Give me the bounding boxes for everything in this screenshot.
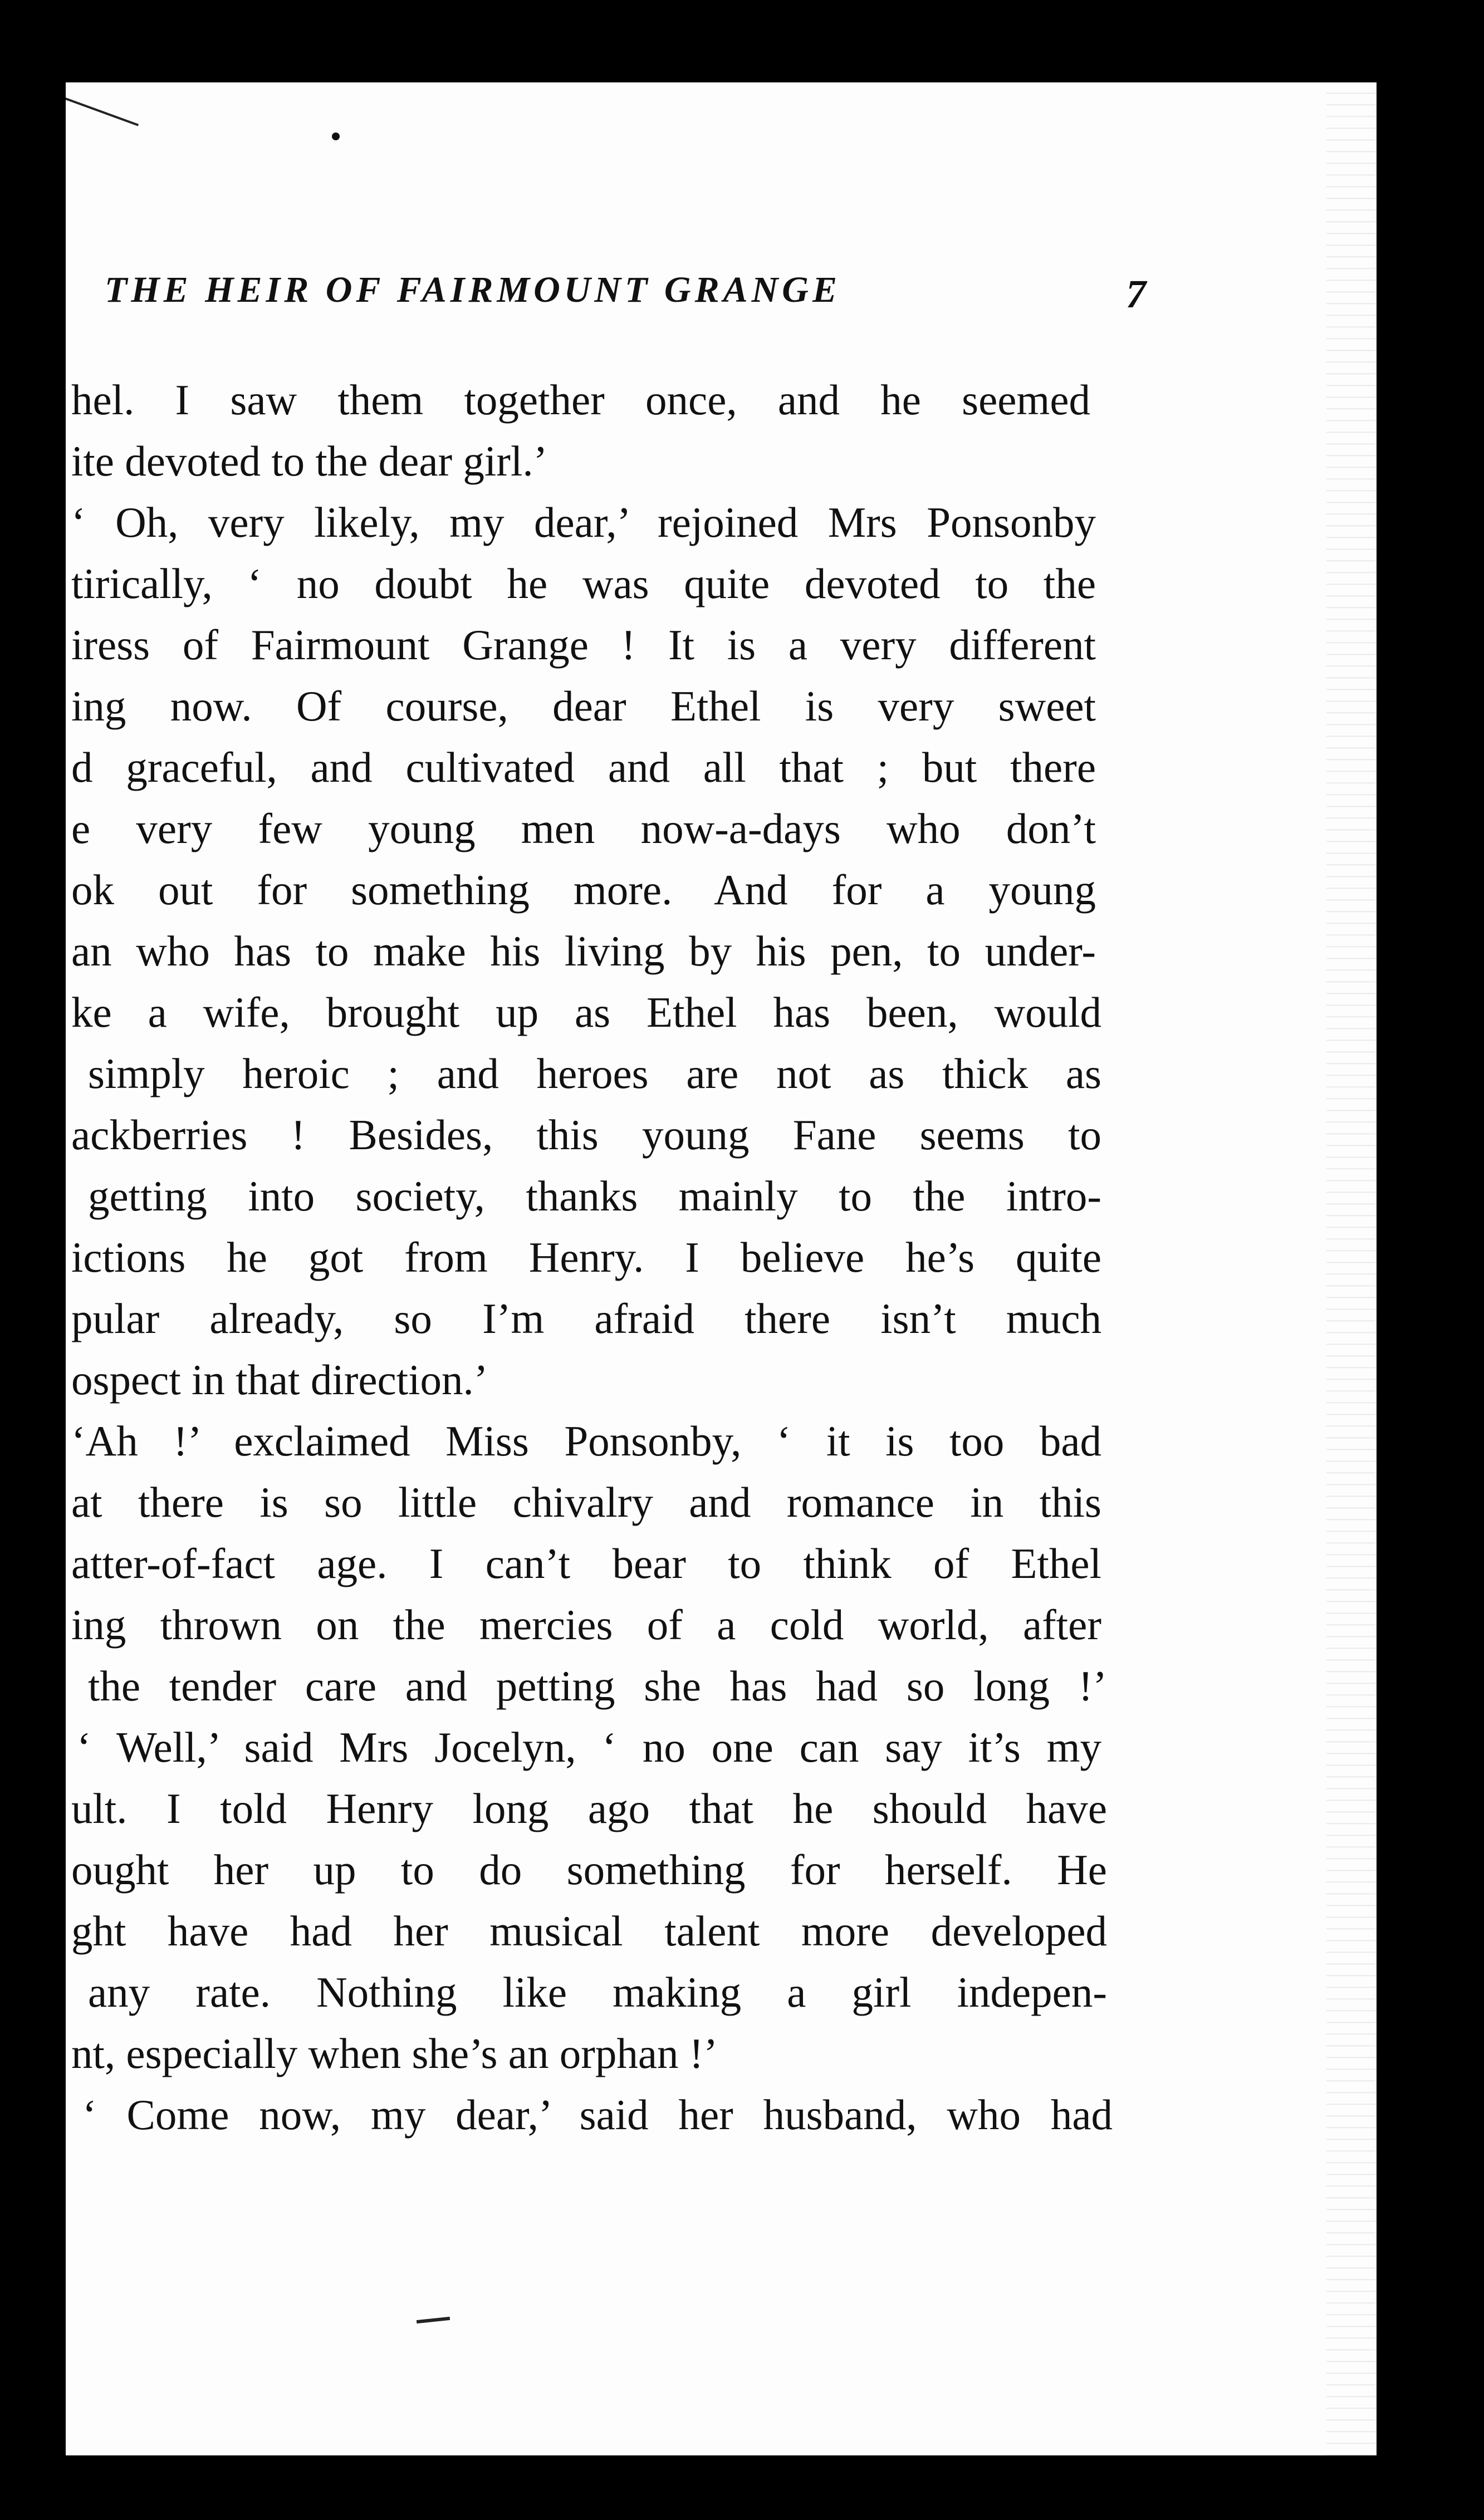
text-line: ‘Ah !’ exclaimed Miss Ponsonby, ‘ it is too bad: [71, 1417, 1101, 1465]
text-line: ictions he got from Henry. I believe he’s quite: [71, 1233, 1101, 1281]
text-line: ite devoted to the dear girl.’: [71, 437, 548, 485]
text-line: ult. I told Henry long ago that he should have: [71, 1784, 1107, 1832]
text-line: ackberries ! Besides, this young Fane seems to: [71, 1111, 1101, 1159]
page-header: [105, 269, 1146, 330]
page-number: 7: [1126, 272, 1146, 316]
page-edge-shadow: [1326, 82, 1377, 2455]
text-line: pular already, so I’m afraid there isn’t much: [71, 1295, 1101, 1342]
text-line: tirically, ‘ no doubt he was quite devoted to the: [71, 560, 1096, 607]
ink-dot: [332, 133, 340, 140]
text-line: ing thrown on the mercies of a cold world, after: [71, 1601, 1101, 1649]
text-line: ing now. Of course, dear Ethel is very sweet: [71, 682, 1096, 730]
text-line: d graceful, and cultivated and all that ; but there: [71, 743, 1096, 791]
text-line: the tender care and petting she has had so long !’: [88, 1662, 1107, 1710]
text-line: at there is so little chivalry and romance in this: [71, 1478, 1101, 1526]
text-line: ‘ Oh, very likely, my dear,’ rejoined Mrs Ponsonby: [71, 498, 1096, 546]
text-line: e very few young men now-a-days who don’t: [71, 805, 1096, 852]
text-line: simply heroic ; and heroes are not as thick as: [88, 1050, 1101, 1097]
book-page: [66, 82, 1377, 2455]
corner-mark: [66, 94, 139, 126]
running-title: THE HEIR OF FAIRMOUNT GRANGE: [105, 269, 841, 310]
text-line: hel. I saw them together once, and he seemed: [71, 376, 1090, 424]
ink-mark: [417, 2317, 450, 2323]
text-line: nt, especially when she’s an orphan !’: [71, 2029, 718, 2077]
text-line: ke a wife, brought up as Ethel has been, would: [71, 988, 1101, 1036]
text-line: getting into society, thanks mainly to the intro-: [88, 1172, 1101, 1220]
text-line: ought her up to do something for herself. He: [71, 1846, 1107, 1894]
text-line: iress of Fairmount Grange ! It is a very different: [71, 621, 1096, 669]
text-line: ght have had her musical talent more developed: [71, 1907, 1107, 1955]
text-line: ‘ Come now, my dear,’ said her husband, who had: [82, 2091, 1113, 2139]
text-line: ospect in that direction.’: [71, 1356, 488, 1404]
text-line: atter-of-fact age. I can’t bear to think of Ethel: [71, 1540, 1101, 1587]
text-line: ok out for something more. And for a young: [71, 866, 1096, 914]
text-line: an who has to make his living by his pen, to under-: [71, 927, 1096, 975]
text-line: any rate. Nothing like making a girl indepen-: [88, 1968, 1107, 2016]
text-line: ‘ Well,’ said Mrs Jocelyn, ‘ no one can say it’s my: [77, 1723, 1101, 1771]
